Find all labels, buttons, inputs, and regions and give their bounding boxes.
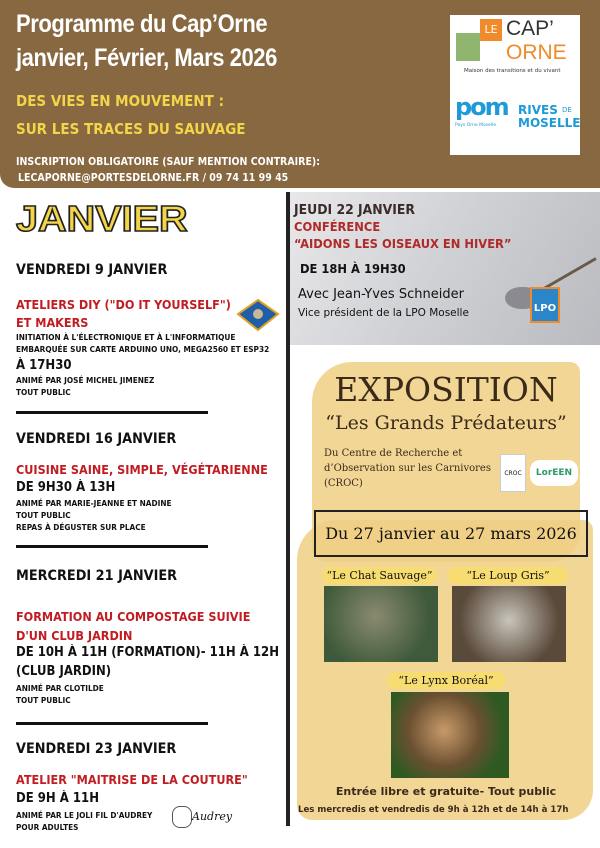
- event-day: MERCREDI 21 JANVIER: [16, 568, 178, 584]
- exposition-heading: EXPOSITION: [334, 370, 558, 409]
- event-title: D'UN CLUB JARDIN: [16, 628, 133, 643]
- animal-label: “Le Chat Sauvage”: [322, 567, 437, 584]
- divider: [16, 545, 208, 548]
- event-title: ATELIER "MAITRISE DE LA COUTURE": [16, 772, 248, 787]
- event-time: À 17H30: [16, 358, 72, 373]
- exposition-origin: Du Centre de Recherche et: [324, 448, 463, 459]
- rives-de: DE: [562, 106, 572, 114]
- month-heading: JANVIER: [16, 198, 188, 239]
- event-info: ANIMÉ PAR CLOTILDE: [16, 684, 104, 693]
- conference-speaker-role: Vice président de la LPO Moselle: [298, 307, 469, 319]
- event-description: INITIATION À L'ÉLECTRONIQUE ET À L'INFORMATIQUE: [16, 333, 236, 342]
- exposition-dates: Du 27 janvier au 27 mars 2026: [314, 510, 588, 557]
- partner-logos: [450, 15, 580, 155]
- exposition-title: “Les Grands Prédateurs”: [325, 412, 567, 434]
- cap-orne-logo-square: [456, 33, 480, 61]
- exposition-entry: Entrée libre et gratuite- Tout public: [335, 785, 557, 798]
- event-day: VENDREDI 23 JANVIER: [16, 741, 177, 757]
- animal-label: “Le Loup Gris”: [448, 567, 568, 584]
- pom-text: Pays Orne Moselle: [455, 123, 497, 128]
- conference-speaker: Avec Jean-Yves Schneider: [298, 287, 464, 302]
- event-time: (CLUB JARDIN): [16, 664, 112, 679]
- event-title: ATELIERS DIY ("DO IT YOURSELF"): [16, 297, 231, 312]
- event-day: VENDREDI 16 JANVIER: [16, 431, 177, 447]
- event-title: ET MAKERS: [16, 315, 89, 330]
- divider: [16, 411, 208, 414]
- divider: [16, 722, 208, 725]
- microchip-icon: [236, 298, 280, 334]
- theme-line2: SUR LES TRACES DU SAUVAGE: [16, 120, 246, 138]
- branch: [543, 257, 596, 290]
- event-description: EMBARQUÉE SUR CARTE ARDUINO UNO, MEGA2560 ET ESP32: [16, 345, 270, 354]
- event-info: TOUT PUBLIC: [16, 511, 71, 520]
- event-title: CUISINE SAINE, SIMPLE, VÉGÉTARIENNE: [16, 462, 268, 477]
- cap-orne-cap: CAP’: [506, 17, 554, 40]
- exposition-origin: (CROC): [324, 478, 363, 489]
- event-info: TOUT PUBLIC: [16, 696, 71, 705]
- cap-orne-le: LE: [480, 19, 502, 41]
- lynx-photo: [391, 692, 509, 778]
- cap-orne-orne: ORNE: [506, 41, 567, 64]
- contact-info: LECAPORNE@PORTESDELORNE.FR / 09 74 11 99 45: [18, 172, 289, 184]
- conference-title: “AIDONS LES OISEAUX EN HIVER”: [294, 236, 512, 251]
- conference-panel: [290, 192, 600, 345]
- event-info: ANIMÉ PAR JOSÉ MICHEL JIMENEZ: [16, 376, 155, 385]
- event-time: DE 10H À 11H (FORMATION)- 11H À 12H: [16, 645, 279, 660]
- event-time: DE 9H À 11H: [16, 791, 99, 806]
- conference-day: JEUDI 22 JANVIER: [294, 202, 415, 218]
- wolf-photo: [452, 586, 566, 662]
- event-day: VENDREDI 9 JANVIER: [16, 262, 168, 278]
- animal-label: “Le Lynx Boréal”: [387, 672, 505, 689]
- inscription-notice: INSCRIPTION OBLIGATOIRE (SAUF MENTION CONTRAIRE):: [16, 156, 321, 168]
- exposition-hours: Les mercredis et vendredis de 9h à 12h et de 14h à 17h: [298, 805, 569, 815]
- rives-logo: RIVES: [518, 103, 558, 117]
- lpo-logo: LPO: [530, 287, 560, 323]
- event-info: REPAS À DÉGUSTER SUR PLACE: [16, 523, 146, 532]
- loreen-logo: LorEEN: [530, 460, 578, 486]
- conference-type: CONFÉRENCE: [294, 219, 381, 234]
- pom-logo: pom: [455, 93, 508, 121]
- event-info: TOUT PUBLIC: [16, 388, 71, 397]
- event-info: ANIMÉ PAR LE JOLI FIL D'AUDREY: [16, 811, 153, 820]
- event-title: FORMATION AU COMPOSTAGE SUIVIE: [16, 609, 251, 624]
- spool-icon: [172, 806, 192, 828]
- program-period: janvier, Février, Mars 2026: [16, 44, 277, 72]
- exposition-origin: d’Observation sur les Carnivores: [324, 463, 491, 474]
- audrey-logo: Audrey: [192, 810, 233, 823]
- event-info: ANIMÉ PAR MARIE-JEANNE ET NADINE: [16, 499, 172, 508]
- header-banner: [0, 0, 600, 188]
- exposition-panel: [292, 350, 600, 830]
- croc-logo: CROC: [500, 454, 526, 492]
- program-title: Programme du Cap’Orne: [16, 10, 268, 38]
- event-time: DE 9H30 À 13H: [16, 480, 116, 495]
- event-info: POUR ADULTES: [16, 823, 79, 832]
- rives-moselle: MOSELLE: [518, 116, 581, 130]
- theme-line1: DES VIES EN MOUVEMENT :: [16, 92, 224, 110]
- conference-time: DE 18H À 19H30: [300, 261, 406, 276]
- cap-orne-tagline: Maison des transitions et du vivant: [464, 68, 561, 74]
- wildcat-photo: [324, 586, 438, 662]
